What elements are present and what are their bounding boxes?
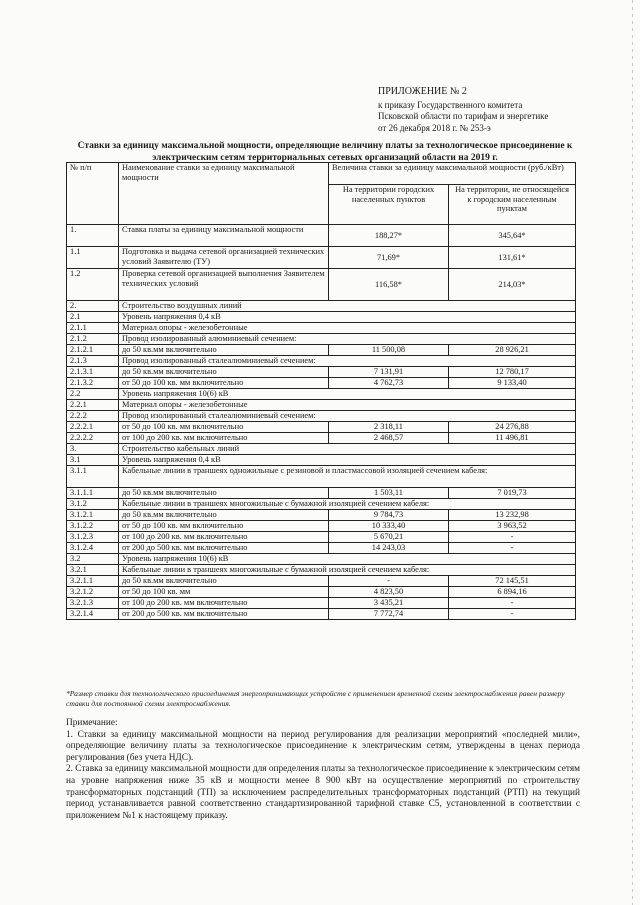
row-number: 2.2.1 <box>67 400 119 411</box>
row-name: от 100 до 200 кв. мм включительно <box>119 598 329 609</box>
table-row <box>67 312 576 323</box>
row-number: 3.2.1 <box>67 565 119 576</box>
table-row <box>67 554 576 565</box>
value-urban: 10 333,40 <box>329 521 449 532</box>
row-number: 1.1 <box>67 247 119 269</box>
row-number: 3.2.1.4 <box>67 609 119 620</box>
row-number: 2.2.2 <box>67 411 119 422</box>
value-rural: - <box>449 598 576 609</box>
value-urban: 4 823,50 <box>329 587 449 598</box>
value-urban: - <box>329 576 449 587</box>
row-name: от 100 до 200 кв. мм включительно <box>119 532 329 543</box>
row-number: 3.1.1.1 <box>67 488 119 499</box>
table-row <box>67 455 576 466</box>
notes-section <box>66 718 580 822</box>
row-name: до 50 кв.мм включительно <box>119 345 329 356</box>
table-row <box>67 345 576 356</box>
rates-table-body <box>67 225 576 620</box>
table-row <box>67 433 576 444</box>
row-number: 2.1.2 <box>67 334 119 345</box>
table-row <box>67 543 576 554</box>
appendix-line: от 26 декабря 2018 г. № 253-э <box>378 122 491 133</box>
value-rural: 72 145,51 <box>449 576 576 587</box>
row-number: 3.2.1.1 <box>67 576 119 587</box>
value-rural: - <box>449 543 576 554</box>
row-name: от 200 до 500 кв. мм включительно <box>119 609 329 620</box>
table-row <box>67 378 576 389</box>
row-name: Строительство кабельных линий <box>119 444 576 455</box>
row-number: 3.1.2.4 <box>67 543 119 554</box>
table-row <box>67 400 576 411</box>
row-number: 3.1.2.1 <box>67 510 119 521</box>
notes-heading: Примечание: <box>66 718 118 728</box>
row-number: 3.1 <box>67 455 119 466</box>
value-urban: 7 772,74 <box>329 609 449 620</box>
value-rural: 24 276,88 <box>449 422 576 433</box>
table-row <box>67 576 576 587</box>
page-edge <box>632 0 633 905</box>
row-name: от 100 до 200 кв. мм включительно <box>119 433 329 444</box>
row-name: Кабельные линии в траншеях одножильные с резиновой и пластмассовой изоляцией сечением кабеля: <box>119 466 576 488</box>
value-urban: 9 784,73 <box>329 510 449 521</box>
row-name: Материал опоры - железобетонные <box>119 323 576 334</box>
row-name: от 200 до 500 кв. мм включительно <box>119 543 329 554</box>
row-name: Уровень напряжения 0,4 кВ <box>119 455 576 466</box>
footnote: *Размер ставки для технологического присоединения энергопринимающих устройств с применением временной схемы электроснабжения равен размеру ставки для постоянной схемы электроснабжения. <box>66 689 565 708</box>
row-name: от 50 до 100 кв. мм включительно <box>119 378 329 389</box>
row-name: до 50 кв.мм включительно <box>119 510 329 521</box>
row-number: 2.1.3 <box>67 356 119 367</box>
table-row <box>67 269 576 301</box>
value-urban: 71,69* <box>329 247 449 269</box>
row-number: 2.1.2.1 <box>67 345 119 356</box>
table-row <box>67 565 576 576</box>
header-name: Наименование ставки за единицу максимальной мощности <box>119 163 329 225</box>
row-number: 2.2.2.2 <box>67 433 119 444</box>
row-name: Провод изолированный алюминиевый сечением: <box>119 334 576 345</box>
row-number: 3.1.2.2 <box>67 521 119 532</box>
document-title: Ставки за единицу максимальной мощности, определяющие величину платы за технологическое присоединение к электрическим сетям территориальных сетевых организаций области на 2019 г. <box>77 141 573 163</box>
row-name: от 50 до 100 кв. мм включительно <box>119 521 329 532</box>
row-number: 2.1.3.2 <box>67 378 119 389</box>
appendix-header <box>378 86 628 134</box>
value-rural: 3 963,52 <box>449 521 576 532</box>
row-number: 1.2 <box>67 269 119 301</box>
value-rural: 13 232,98 <box>449 510 576 521</box>
value-rural: 6 894,16 <box>449 587 576 598</box>
value-rural: 11 496,81 <box>449 433 576 444</box>
row-name: Провод изолированный сталеалюминиевый сечением: <box>119 356 576 367</box>
appendix-line: к приказу Государственного комитета <box>378 99 523 110</box>
table-row <box>67 247 576 269</box>
table-row <box>67 389 576 400</box>
row-name: до 50 кв.мм включительно <box>119 488 329 499</box>
table-row <box>67 532 576 543</box>
row-name: от 50 до 100 кв. мм <box>119 587 329 598</box>
table-row <box>67 367 576 378</box>
note-item: 2. Ставка за единицу максимальной мощности для определения платы за технологическое присоединение к электрическим сетям на уровне напряжения ниже 35 кВ и мощности менее 8 900 кВт на осуществление мероприятий по строительству трансформаторных подстанций (ТП) за исключением распределительных трансформаторных подстанций (РТП) на текущий период устанавливается равной соответственно стандартизированной тарифной ставке С5, установленной в соответствии с приложением №1 к настоящему приказу. <box>66 764 580 821</box>
row-name: до 50 кв.мм включительно <box>119 367 329 378</box>
table-row <box>67 411 576 422</box>
row-number: 2.1.3.1 <box>67 367 119 378</box>
row-number: 2.2.2.1 <box>67 422 119 433</box>
appendix-title: ПРИЛОЖЕНИЕ № 2 <box>378 86 467 97</box>
row-name: Провод изолированный сталеалюминиевый сечением: <box>119 411 576 422</box>
header-rural: На территории, не относящейся к городским населенным пунктам <box>449 185 576 225</box>
value-rural: 28 926,21 <box>449 345 576 356</box>
row-name: Кабельные линии в траншеях многожильные с бумажной изоляцией сечением кабеля: <box>119 499 576 510</box>
value-rural: 131,61* <box>449 247 576 269</box>
value-rural: 214,03* <box>449 269 576 301</box>
note-item: 1. Ставки за единицу максимальной мощности на период регулирования для реализации мероприятий «последней мили», определяющие величину платы за технологическое присоединение к электрическим сетям, утверждены в ценах периода регулирования (без учета НДС). <box>66 729 580 763</box>
value-urban: 2 318,11 <box>329 422 449 433</box>
value-rural: - <box>449 609 576 620</box>
row-name: Уровень напряжения 10(6) кВ <box>119 554 576 565</box>
value-urban: 11 500,08 <box>329 345 449 356</box>
row-number: 2.1.1 <box>67 323 119 334</box>
table-row <box>67 466 576 488</box>
table-row <box>67 598 576 609</box>
value-rural: 12 780,17 <box>449 367 576 378</box>
value-urban: 1 503,11 <box>329 488 449 499</box>
value-urban: 14 243,03 <box>329 543 449 554</box>
table-row <box>67 521 576 532</box>
row-name: до 50 кв.мм включительно <box>119 576 329 587</box>
value-urban: 3 435,21 <box>329 598 449 609</box>
row-name: Материал опоры - железобетонные <box>119 400 576 411</box>
header-num: № п/п <box>67 163 119 225</box>
value-rural: - <box>449 532 576 543</box>
value-rural: 345,64* <box>449 225 576 247</box>
table-row <box>67 225 576 247</box>
row-name: Проверка сетевой организацией выполнения Заявителем технических условий <box>119 269 329 301</box>
row-name: Подготовка и выдача сетевой организацией технических условий Заявителю (ТУ) <box>119 247 329 269</box>
table-row <box>67 422 576 433</box>
row-number: 3.1.1 <box>67 466 119 488</box>
row-name: от 50 до 100 кв. мм включительно <box>119 422 329 433</box>
row-name: Ставка платы за единицу максимальной мощности <box>119 225 329 247</box>
table-row <box>67 488 576 499</box>
header-value: Величина ставки за единицу максимальной мощности (руб./кВт) <box>329 163 576 185</box>
row-name: Кабельные линии в траншеях многожильные с бумажной изоляцией сечением кабеля: <box>119 565 576 576</box>
header-urban: На территории городских населенных пунктов <box>329 185 449 225</box>
table-row <box>67 301 576 312</box>
row-number: 3. <box>67 444 119 455</box>
row-number: 3.1.2 <box>67 499 119 510</box>
row-number: 2.2 <box>67 389 119 400</box>
row-number: 3.2 <box>67 554 119 565</box>
value-urban: 188,27* <box>329 225 449 247</box>
table-row <box>67 609 576 620</box>
table-row <box>67 356 576 367</box>
row-number: 3.1.2.3 <box>67 532 119 543</box>
value-urban: 4 762,73 <box>329 378 449 389</box>
table-row <box>67 444 576 455</box>
row-number: 2.1 <box>67 312 119 323</box>
value-urban: 7 131,91 <box>329 367 449 378</box>
value-urban: 2 468,57 <box>329 433 449 444</box>
row-number: 3.2.1.2 <box>67 587 119 598</box>
row-number: 2. <box>67 301 119 312</box>
value-urban: 116,58* <box>329 269 449 301</box>
value-urban: 5 670,21 <box>329 532 449 543</box>
row-number: 3.2.1.3 <box>67 598 119 609</box>
row-name: Уровень напряжения 10(6) кВ <box>119 389 576 400</box>
table-row <box>67 587 576 598</box>
row-number: 1. <box>67 225 119 247</box>
value-rural: 7 019,73 <box>449 488 576 499</box>
table-row <box>67 334 576 345</box>
rates-table <box>66 162 576 620</box>
appendix-line: Псковской области по тарифам и энергетике <box>378 111 549 121</box>
table-row <box>67 510 576 521</box>
row-name: Уровень напряжения 0,4 кВ <box>119 312 576 323</box>
row-name: Строительство воздушных линий <box>119 301 576 312</box>
table-row <box>67 323 576 334</box>
table-row <box>67 499 576 510</box>
value-rural: 9 133,40 <box>449 378 576 389</box>
